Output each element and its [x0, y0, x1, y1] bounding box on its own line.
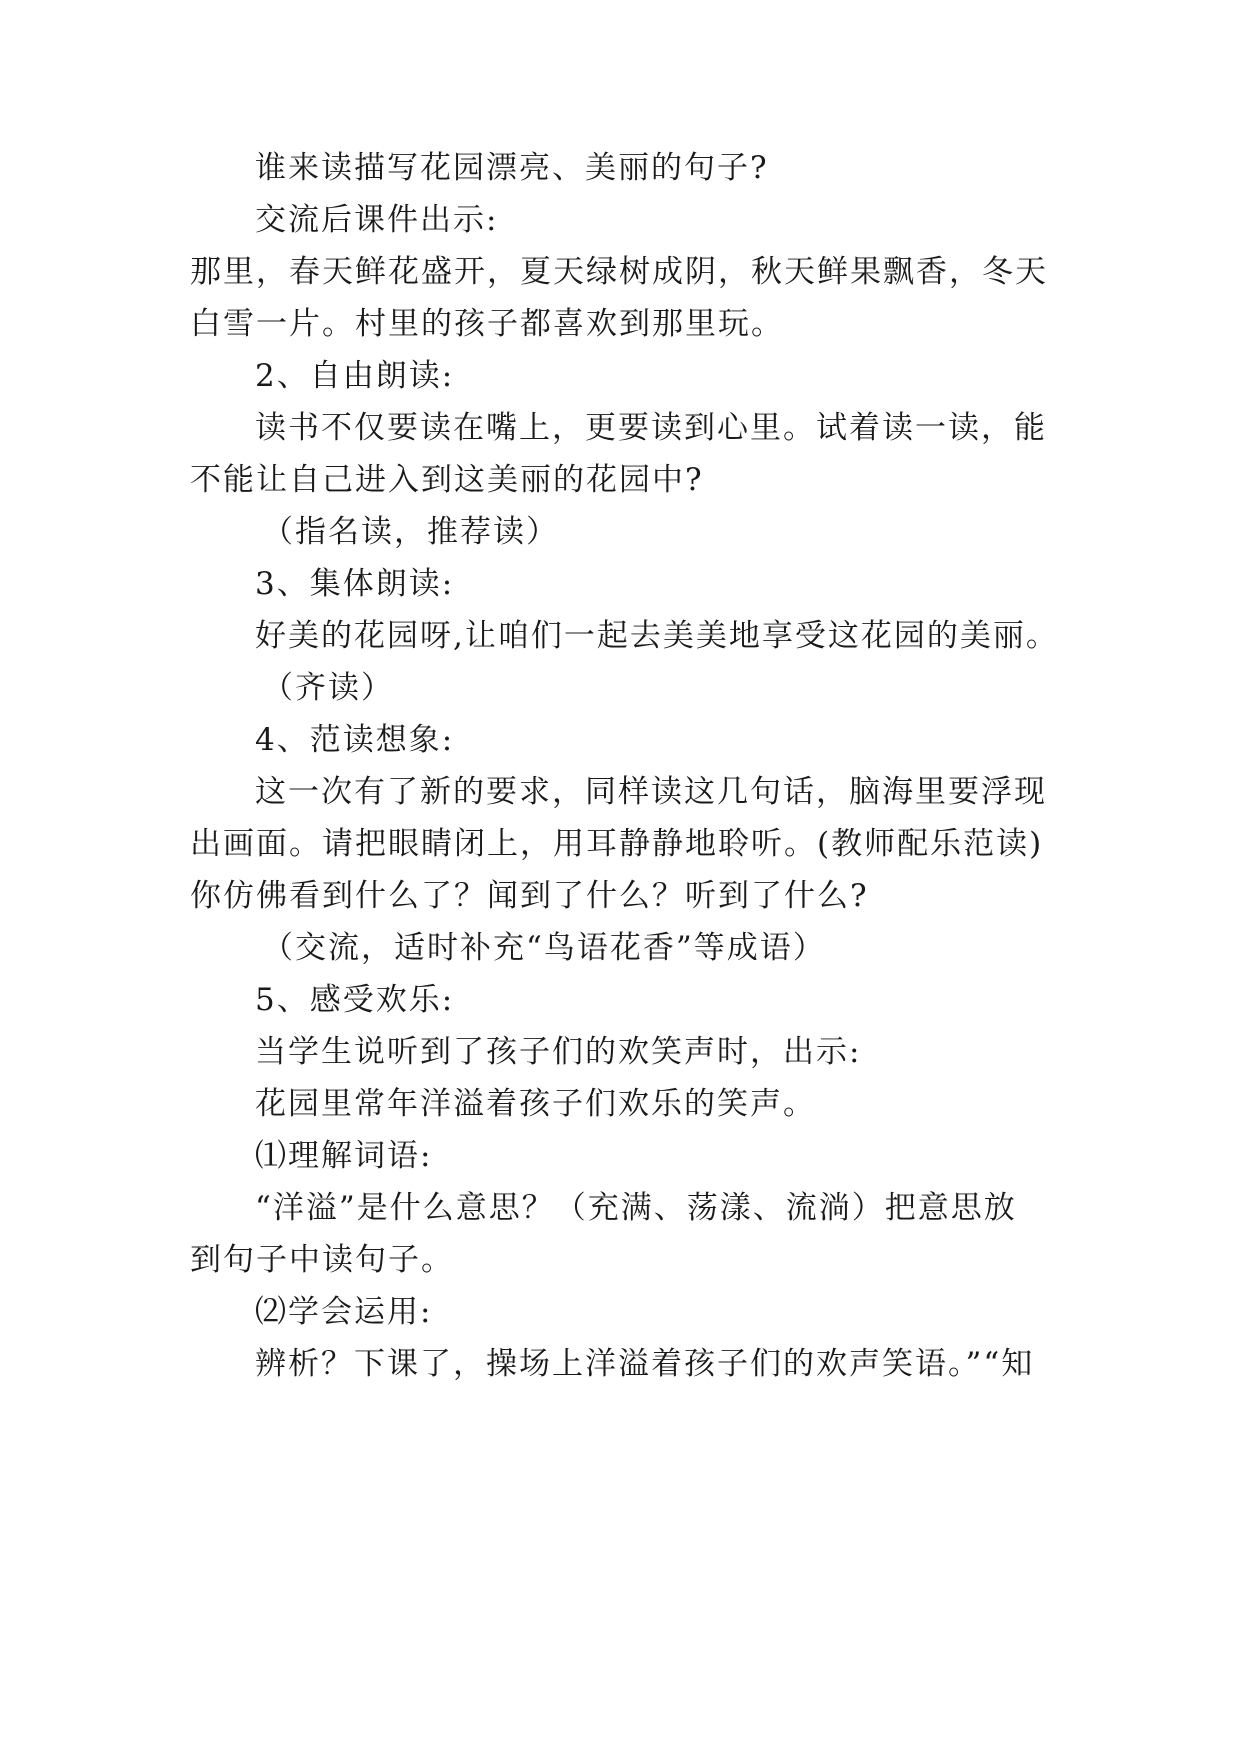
subsection-heading: ⑴理解词语:	[255, 1138, 433, 1174]
paragraph-line: 花园里常年洋溢着孩子们欢乐的笑声。	[255, 1086, 816, 1122]
section-heading: 3、集体朗读:	[255, 566, 455, 602]
paragraph-line: 读书不仅要读在嘴上，更要读到心里。试着读一读，能	[255, 410, 1047, 446]
paragraph-line: 那里，春天鲜花盛开，夏天绿树成阴，秋天鲜果飘香，冬天	[190, 254, 1048, 290]
paragraph-line: 你仿佛看到什么了？闻到了什么？听到了什么?	[190, 878, 869, 914]
paragraph-line: （指名读，推荐读）	[262, 514, 559, 550]
paragraph-line: 好美的花园呀,让咱们一起去美美地享受这花园的美丽。	[255, 618, 1059, 654]
paragraph-line: 当学生说听到了孩子们的欢笑声时，出示:	[255, 1034, 862, 1070]
paragraph-line: 交流后课件出示:	[255, 202, 499, 238]
paragraph-line: 谁来读描写花园漂亮、美丽的句子?	[255, 150, 769, 186]
paragraph-line: 白雪一片。村里的孩子都喜欢到那里玩。	[190, 306, 784, 342]
subsection-heading: ⑵学会运用:	[255, 1294, 433, 1330]
paragraph-line: 到句子中读句子。	[190, 1242, 454, 1278]
paragraph-line: （交流，适时补充“鸟语花香”等成语）	[262, 930, 826, 966]
paragraph-line: 出画面。请把眼睛闭上，用耳静静地聆听。(教师配乐范读)	[190, 826, 1044, 862]
section-heading: 5、感受欢乐:	[255, 982, 455, 1018]
paragraph-line: 这一次有了新的要求，同样读这几句话，脑海里要浮现	[255, 774, 1047, 810]
paragraph-line: “洋溢”是什么意思？（充满、荡漾、流淌）把意思放	[255, 1190, 1017, 1226]
section-heading: 2、自由朗读:	[255, 358, 455, 394]
paragraph-line: 辨析？下课了，操场上洋溢着孩子们的欢声笑语。”“知	[255, 1346, 1035, 1382]
paragraph-line: （齐读）	[262, 670, 394, 706]
section-heading: 4、范读想象:	[255, 722, 455, 758]
paragraph-line: 不能让自己进入到这美丽的花园中?	[190, 462, 704, 498]
